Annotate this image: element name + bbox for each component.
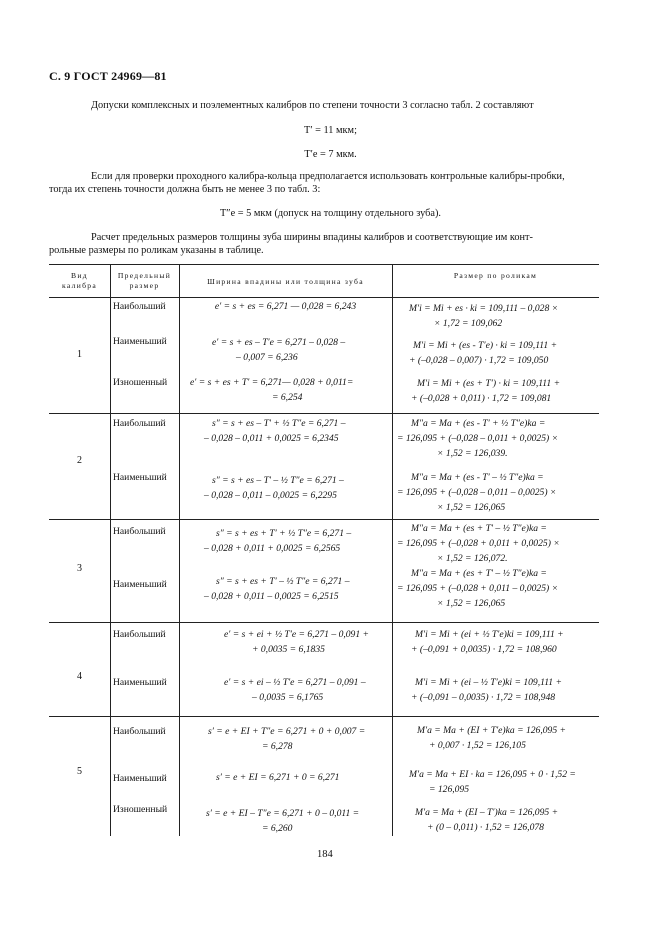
roller-formula: M″a = Ma + (es - T′ – ½ T″e)ka = = 126,095 + (–0,028 – 0,011 – 0,0025) × × 1,52 = 126,065 [397,472,557,513]
limit-label: Наибольший [113,418,166,429]
width-formula: s″ = s + es + T′ + ½ T″e = 6,271 – – 0,028 + 0,011 + 0,0025 = 6,2565 [204,528,352,554]
width-formula: s″ = s + es + T′ – ½ T″e = 6,271 – – 0,028 + 0,011 – 0,0025 = 6,2515 [204,576,350,602]
width-formula: e′ = s + ei – ½ T′e = 6,271 – 0,091 – – 0,0035 = 6,1765 [224,677,366,703]
page-number: 184 [317,849,333,860]
limit-label: Наименьший [113,336,167,347]
roller-formula: M′i = Mi + (ei + ½ T′e)ki = 109,111 + + (–0,091 + 0,0035) · 1,72 = 108,960 [411,629,564,655]
intro-paragraph-2b: тогда их степень точности должна быть не менее 3 по табл. 3: [49,184,321,195]
row-number: 1 [77,349,82,360]
limit-label: Наименьший [113,677,167,688]
intro-paragraph-3a: Расчет предельных размеров толщины зуба ширины впадины калибров и соответствующие им конт- [91,232,533,243]
width-formula: e′ = s + es + T′ = 6,271— 0,028 + 0,011= = 6,254 [190,377,354,403]
roller-formula: M′i = Mi + (es + T′) · ki = 109,111 + + (–0,028 + 0,011) · 1,72 = 109,081 [411,378,561,404]
width-formula: s′ = e + EI = 6,271 + 0 = 6,271 [216,772,340,783]
col-header-width: Ширина впадины или толщина зуба [207,277,364,286]
intro-paragraph-2a: Если для проверки проходного калибра-кольца предполагается использовать контрольные калибры-пробки, [91,171,565,182]
limit-label: Наименьший [113,773,167,784]
roller-formula: M′i = Mi + (es - T′e) · ki = 109,111 + + (–0,028 – 0,007) · 1,72 = 109,050 [409,340,558,366]
limit-label: Наименьший [113,472,167,483]
roller-formula: M′a = Ma + (EI + T′e)ka = 126,095 + + 0,007 · 1,52 = 126,105 [417,725,567,751]
width-formula: s′ = e + EI – T″e = 6,271 + 0 – 0,011 = = 6,260 [206,808,360,834]
row-number: 2 [77,455,82,466]
row-number: 3 [77,563,82,574]
page-header: С. 9 ГОСТ 24969—81 [49,69,167,83]
limit-label: Наибольший [113,726,166,737]
limit-label: Наибольший [113,526,166,537]
intro-paragraph-3b: рольные размеры по роликам указаны в таблице. [49,245,264,256]
limit-label: Изношенный [113,377,168,388]
intro-paragraph-1: Допуски комплексных и поэлементных калибров по степени точности 3 согласно табл. 2 составляют [91,100,534,111]
width-formula: s″ = s + es – T′ + ½ T″e = 6,271 – – 0,028 – 0,011 + 0,0025 = 6,2345 [204,418,346,444]
limit-label: Наименьший [113,579,167,590]
row-number: 4 [77,671,82,682]
width-formula: e′ = s + es = 6,271 — 0,028 = 6,243 [214,301,357,312]
col-header-kind: Вид калибра [62,271,97,290]
col-header-rollers: Размер по роликам [453,271,538,280]
width-formula: e′ = s + es – T′e = 6,271 – 0,028 – – 0,007 = 6,236 [212,337,346,363]
width-formula: e′ = s + ei + ½ T′e = 6,271 – 0,091 + + 0,0035 = 6,1835 [224,629,370,655]
limit-label: Наибольший [113,629,166,640]
limit-label: Изношенный [113,804,168,815]
roller-formula: M′a = Ma + EI · ka = 126,095 + 0 · 1,52 = = 126,095 [409,769,576,795]
roller-formula: M″a = Ma + (es - T′ + ½ T″e)ka = = 126,095 + (–0,028 – 0,011 + 0,0025) × × 1,52 = 126,039. [397,418,559,459]
width-formula: s′ = e + EI + T″e = 6,271 + 0 + 0,007 = = 6,278 [208,726,366,752]
roller-formula: M′i = Mi + (ei – ½ T′e)ki = 109,111 + + (–0,091 – 0,0035) · 1,72 = 108,948 [411,677,562,703]
tolerance-te-double: T″e = 5 мкм (допуск на толщину отдельного зуба). [220,208,441,219]
width-formula: s″ = s + es – T′ – ½ T″e = 6,271 – – 0,028 – 0,011 – 0,0025 = 6,2295 [204,475,344,501]
tolerance-te-prime: T′e = 7 мкм. [304,149,357,160]
limit-label: Наибольший [113,301,166,312]
row-number: 5 [77,766,82,777]
roller-formula: M″a = Ma + (es + T′ – ½ T″e)ka = = 126,095 + (–0,028 + 0,011 – 0,0025) × × 1,52 = 126,065 [397,568,559,609]
roller-formula: M′i = Mi + es · ki = 109,111 – 0,028 × × 1,72 = 109,062 [409,303,559,329]
roller-formula: M′a = Ma + (EI – T′)ka = 126,095 + + (0 – 0,011) · 1,52 = 126,078 [415,807,559,833]
roller-formula: M″a = Ma + (es + T′ – ½ T″e)ka = = 126,095 + (–0,028 + 0,011 + 0,0025) × × 1,52 = 126,072. [397,523,560,564]
col-header-limit: Предельный размер [117,271,172,290]
tolerance-t-prime: T′ = 11 мкм; [304,125,357,136]
